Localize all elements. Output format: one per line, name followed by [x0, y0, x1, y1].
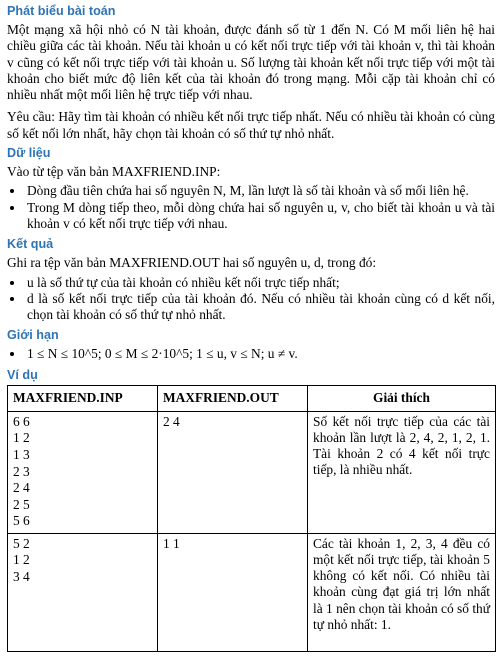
header-inp: MAXFRIEND.INP [8, 385, 158, 411]
header-out: MAXFRIEND.OUT [158, 385, 308, 411]
input-intro: Vào từ tệp văn bản MAXFRIEND.INP: [7, 164, 221, 180]
inp-line: 1 2 [13, 430, 30, 446]
limits-heading: Giới hạn [7, 328, 59, 343]
input-list [7, 183, 495, 232]
header-explanation: Giải thích [308, 385, 496, 411]
example-heading: Ví dụ [7, 367, 38, 382]
output-list [7, 275, 495, 324]
input-heading: Dữ liệu [7, 146, 51, 161]
inp-line: 2 5 [13, 496, 30, 512]
table-row [8, 411, 496, 533]
problem-statement: Một mạng xã hội nhỏ có N tài khoản, được đánh số từ 1 đến N. Có M mối liên hệ hai chiều giữa các tài khoản. Nếu tài khoản u có kết nối trực tiếp với tài khoản v, thì tài khoản v cũng có kết nối trực tiếp với tài khoản u. Số lượng tài khoản kết nối trực tiếp với một tài khoản cho biết mức độ liên kết của tài khoản đó trong mạng. Mỗi cặp tài khoản chỉ có nhiều nhất một mối liên hệ trực tiếp với nhau. [7, 22, 495, 103]
requirement-text: Yêu cầu: Hãy tìm tài khoản có nhiều kết nối trực tiếp nhất. Nếu có nhiều tài khoản có cùng số kết nối lớn nhất, hãy chọn tài khoản có số thứ tự nhỏ nhất. [7, 109, 495, 141]
output-item: • d là số kết nối trực tiếp của tài khoản đó. Nếu có nhiều tài khoản cùng có d kết nối, chọn tài khoản có số thứ tự nhỏ nhất. [25, 291, 495, 324]
explanation-cell: Số kết nối trực tiếp của các tài khoản lần lượt là 2, 4, 2, 1, 2, 1. Tài khoản 2 có 4 kết nối trực tiếp, là nhiều nhất. [308, 411, 496, 533]
example-table [7, 385, 496, 652]
table-row [8, 533, 496, 651]
inp-line: 5 2 [13, 535, 30, 551]
inp-line: 2 3 [13, 463, 30, 479]
limits-list [7, 346, 495, 362]
explanation-cell: Các tài khoản 1, 2, 3, 4 đều có một kết nối trực tiếp, tài khoản 5 không có kết nối. Có nhiều tài khoản cùng đạt giá trị lớn nhất là 1 nên chọn tài khoản có số thứ tự nhỏ nhất: 1. [308, 533, 496, 651]
output-intro: Ghi ra tệp văn bản MAXFRIEND.OUT hai số nguyên u, d, trong đó: [7, 255, 377, 271]
limits-item: • 1 ≤ N ≤ 10^5; 0 ≤ M ≤ 2·10^5; 1 ≤ u, v ≤ N; u ≠ v. [25, 346, 495, 362]
inp-cell [8, 411, 158, 533]
output-heading: Kết quả [7, 237, 54, 252]
inp-line: 1 2 [13, 552, 30, 568]
out-cell [158, 533, 308, 651]
output-item: • u là số thứ tự của tài khoản có nhiều kết nối trực tiếp nhất; [25, 275, 495, 291]
out-line: 1 1 [163, 535, 180, 551]
inp-line: 5 6 [13, 513, 30, 529]
inp-cell [8, 533, 158, 651]
problem-title: Phát biểu bài toán [7, 4, 116, 18]
inp-line: 6 6 [13, 413, 30, 429]
inp-line: 1 3 [13, 446, 30, 462]
inp-line: 2 4 [13, 480, 30, 496]
input-item: • Dòng đầu tiên chứa hai số nguyên N, M, lần lượt là số tài khoản và số mối liên hệ. [25, 183, 495, 199]
out-cell [158, 411, 308, 533]
out-line: 2 4 [163, 413, 180, 429]
inp-line: 3 4 [13, 568, 30, 584]
table-header-row [8, 385, 496, 411]
input-item: • Trong M dòng tiếp theo, mỗi dòng chứa hai số nguyên u, v, cho biết tài khoản u và tài khoản v có kết nối trực tiếp với nhau. [25, 200, 495, 233]
